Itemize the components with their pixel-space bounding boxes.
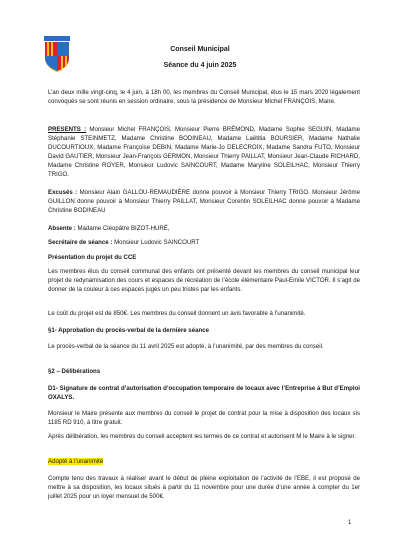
section-1-paragraph: Le procès-verbal de la séance du 11 avril 2025 est adopté, à l’unanimité, par des membres du conseil. (48, 343, 324, 350)
secretaire-paragraph (48, 238, 360, 247)
d1-paragraph-2: Après délibération, les membres du conseil acceptent les termes de ce contrat et autorisent M le Maire à le signer. (48, 433, 356, 440)
cce-paragraph-1: Les membres élus du conseil communal des enfants ont présenté devant les membres du conseil municipal leur projet de redynamisation des cours et espaces de récréation de l’école élémentaire Paul-Emile VICTOR. Il s’agit de donner de la couleur à ces espaces jugés un peu tristes par les enfants. (48, 268, 360, 293)
cce-paragraph-2: Le coût du projet est de 850€. Les membres du conseil donnent un avis favorable à l’unanimité. (48, 310, 306, 317)
secretaire-text: Monsieur Ludovic SAINCOURT (112, 239, 200, 246)
excuses-text: Monsieur Alain GALLOU-REMAUDIÈRE donne pouvoir à Monsieur Thierry TRIGO. Monsieur Jérôme GUILLON donne pouvoir à Monsieur Thierry PAILLAT, Monsieur Corentin SOLEILHAC donne pouvoir à Madame Christine BODINEAU (48, 189, 360, 214)
d1-heading: D1- Signature de contrat d’autorisation d’occupation temporaire de locaux avec l’Entreprise à But d’Emploi OXALYS. (48, 385, 360, 401)
intro-paragraph: L’an deux mille vingt-cinq, le 4 juin, à 18h 00, les membres du Conseil Municipal, élus le 15 mars 2020 légalement convoqués se sont réunis en session ordinaire, sous la présidence de Monsieur Michel FRANÇOIS, Maire. (48, 89, 360, 105)
session-date: Séance du 4 juin 2025 (163, 62, 237, 69)
adopted-highlight: Adopté à l’unanimité (48, 458, 104, 465)
excuses-label: Excusés : (48, 189, 78, 196)
secretaire-label: Secrétaire de séance : (48, 239, 113, 246)
presents-paragraph (48, 125, 360, 179)
cce-heading: Présentation du projet du CCE (48, 254, 137, 261)
presents-list: Monsieur Michel FRANÇOIS, Monsieur Pierre BRÉMOND, Madame Sophie SEGUIN, Madame Stéphanie STEINMETZ, Madame Christine BODINEAU, Madame Laëtitia BOURSIER, Madame Nathalie DUCOURTIOUX, Madame Françoise DEBIN, Madame Marie-Jo DELECROIX, Madame Sandra FUTO, Monsieur David GAUTIER, Monsieur Jean-François GERMON, Monsieur Thierry PAILLAT, Monsieur Jean-Claude RICHARD, Madame Christine ROYER, Monsieur Ludovic SAINCOURT, Madame Maryline SOLEILHAC, Monsieur Thierry TRIGO. (48, 126, 360, 178)
absente-paragraph (48, 224, 360, 233)
d1-adopted-line (48, 457, 360, 466)
absente-text: Madame Cléopâtre BIZOT-HURÉ, (75, 225, 170, 232)
crest-ribbon (44, 36, 70, 41)
presents-label: PRESENTS : (48, 126, 87, 133)
absente-label: Absente : (48, 225, 76, 232)
d1-paragraph-1: Monsieur le Maire présente aux membres du conseil le projet de contrat pour la mise à disposition des locaux sis 1185 RD 910, à titre gratuit. (48, 410, 360, 426)
section-1-heading: §1- Approbation du procès-verbal de la dernière séance (48, 327, 209, 334)
section-2-heading: §2 – Délibérations (48, 368, 101, 375)
excuses-paragraph (48, 188, 360, 215)
page-number: 1 (348, 520, 352, 526)
document-title: Conseil Municipal (170, 46, 230, 53)
d1-paragraph-3: Compte tenu des travaux à réaliser avant le début de pleine exploitation de l’activité de l’EBE, il est proposé de mettre à sa disposition, les locaux situés à partir du 11 novembre pour une durée d’une année à compter du 1er juillet 2025 pour un loyer mensuel de 500€. (48, 475, 360, 500)
